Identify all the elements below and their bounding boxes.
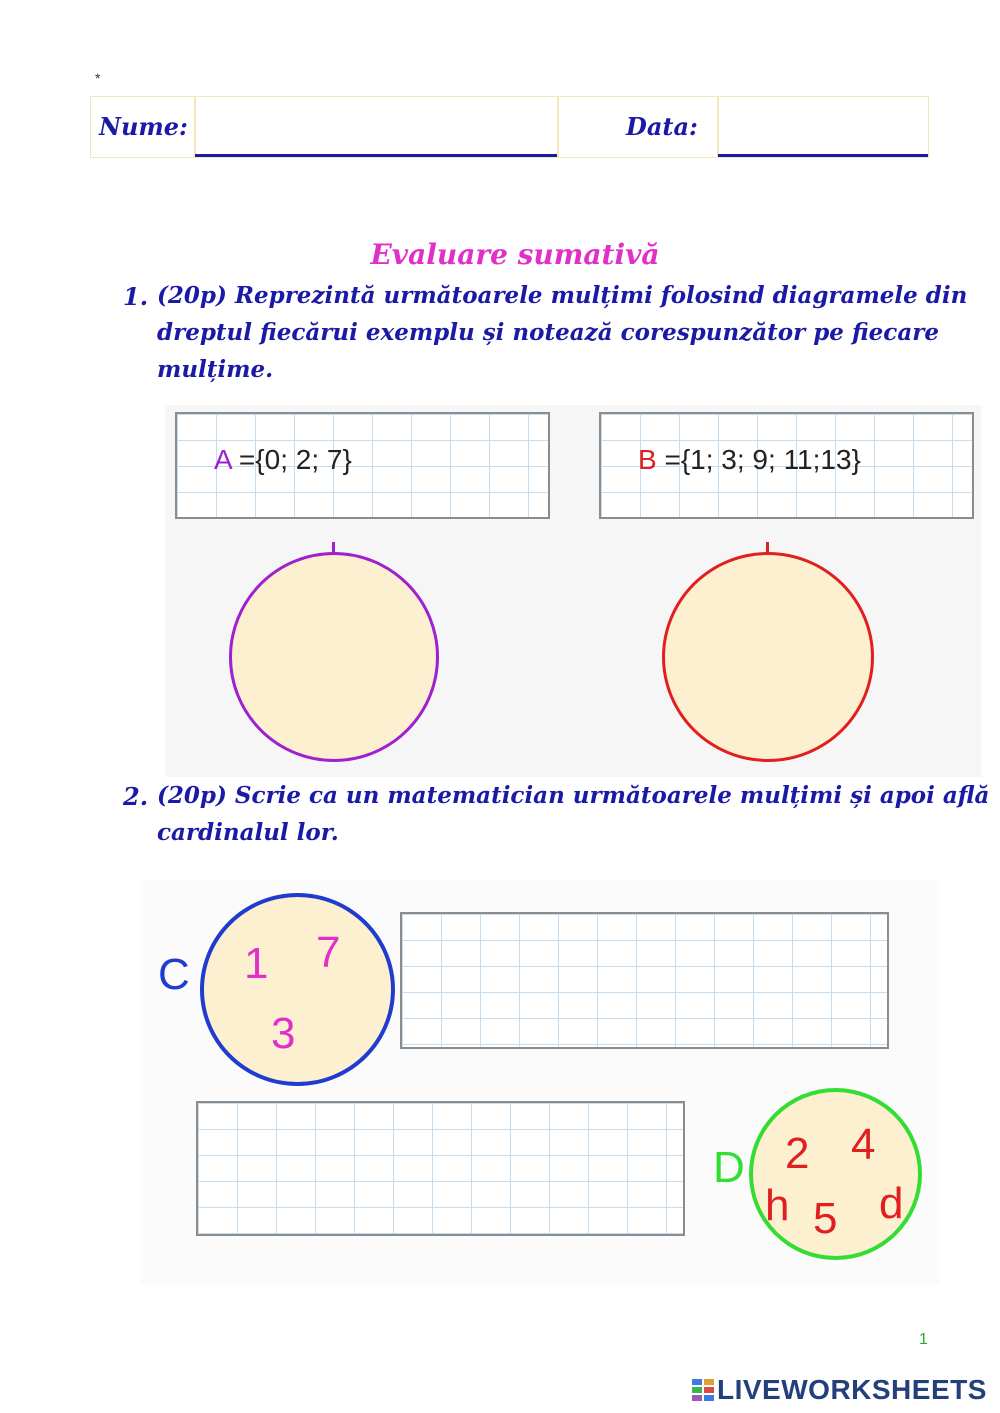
- set-d-element: 5: [813, 1194, 838, 1243]
- exercise2-number: 2.: [123, 782, 149, 811]
- set-d-element: 4: [851, 1120, 876, 1169]
- date-label-cell: [557, 96, 719, 158]
- set-a-letter: A: [214, 444, 232, 475]
- name-input[interactable]: [195, 154, 558, 157]
- name-input-cell[interactable]: [194, 96, 559, 158]
- set-a-box: [175, 412, 550, 519]
- set-d-element: 2: [785, 1129, 810, 1178]
- set-c-element: 7: [316, 928, 341, 977]
- exercise1-number: 1.: [123, 282, 149, 311]
- asterisk-mark: *: [95, 70, 101, 86]
- set-b-tick: [766, 542, 769, 552]
- date-label: Data:: [626, 112, 698, 141]
- liveworksheets-logo-icon: [692, 1379, 714, 1401]
- set-c-element: 1: [244, 939, 269, 988]
- exercise2-text-line2: cardinalul lor.: [157, 819, 339, 846]
- set-b-box: [599, 412, 974, 519]
- set-c-diagram: [200, 893, 395, 1086]
- set-b-label: [638, 444, 861, 476]
- set-a-label: [214, 444, 352, 476]
- page-title: Evaluare sumativă: [370, 238, 660, 271]
- set-a-elements: ={0; 2; 7}: [231, 444, 352, 475]
- date-input[interactable]: [718, 154, 928, 157]
- date-input-cell[interactable]: [717, 96, 929, 158]
- name-label: Nume:: [99, 112, 188, 141]
- set-c-answer-box[interactable]: [400, 912, 889, 1049]
- set-d-element: d: [879, 1179, 904, 1228]
- page-number: 1: [919, 1331, 928, 1348]
- exercise2-text-line1: (20p) Scrie ca un matematician următoarele mulțimi și apoi află: [157, 782, 990, 809]
- liveworksheets-brand: LIVEWORKSHEETS: [717, 1374, 987, 1405]
- name-label-cell: [90, 96, 196, 158]
- set-a-diagram[interactable]: [229, 552, 439, 762]
- set-d-answer-box[interactable]: [196, 1101, 685, 1236]
- set-c-element: 3: [271, 1009, 296, 1058]
- set-d-diagram: [749, 1088, 922, 1260]
- set-d-element: h: [765, 1181, 790, 1230]
- header-table: [90, 96, 928, 158]
- exercise1-text-line3: mulțime.: [157, 356, 274, 383]
- set-d-letter: D: [713, 1143, 745, 1192]
- set-b-letter: B: [638, 444, 657, 475]
- liveworksheets-logo: [692, 1376, 992, 1404]
- set-a-tick: [332, 542, 335, 552]
- set-c-letter: C: [158, 950, 190, 999]
- exercise1-text-line2: dreptul fiecărui exemplu și notează corespunzător pe fiecare: [157, 319, 939, 346]
- set-b-diagram[interactable]: [662, 552, 874, 762]
- set-b-elements: ={1; 3; 9; 11;13}: [656, 444, 861, 475]
- exercise1-text-line1: (20p) Reprezintă următoarele mulțimi folosind diagramele din: [157, 282, 968, 309]
